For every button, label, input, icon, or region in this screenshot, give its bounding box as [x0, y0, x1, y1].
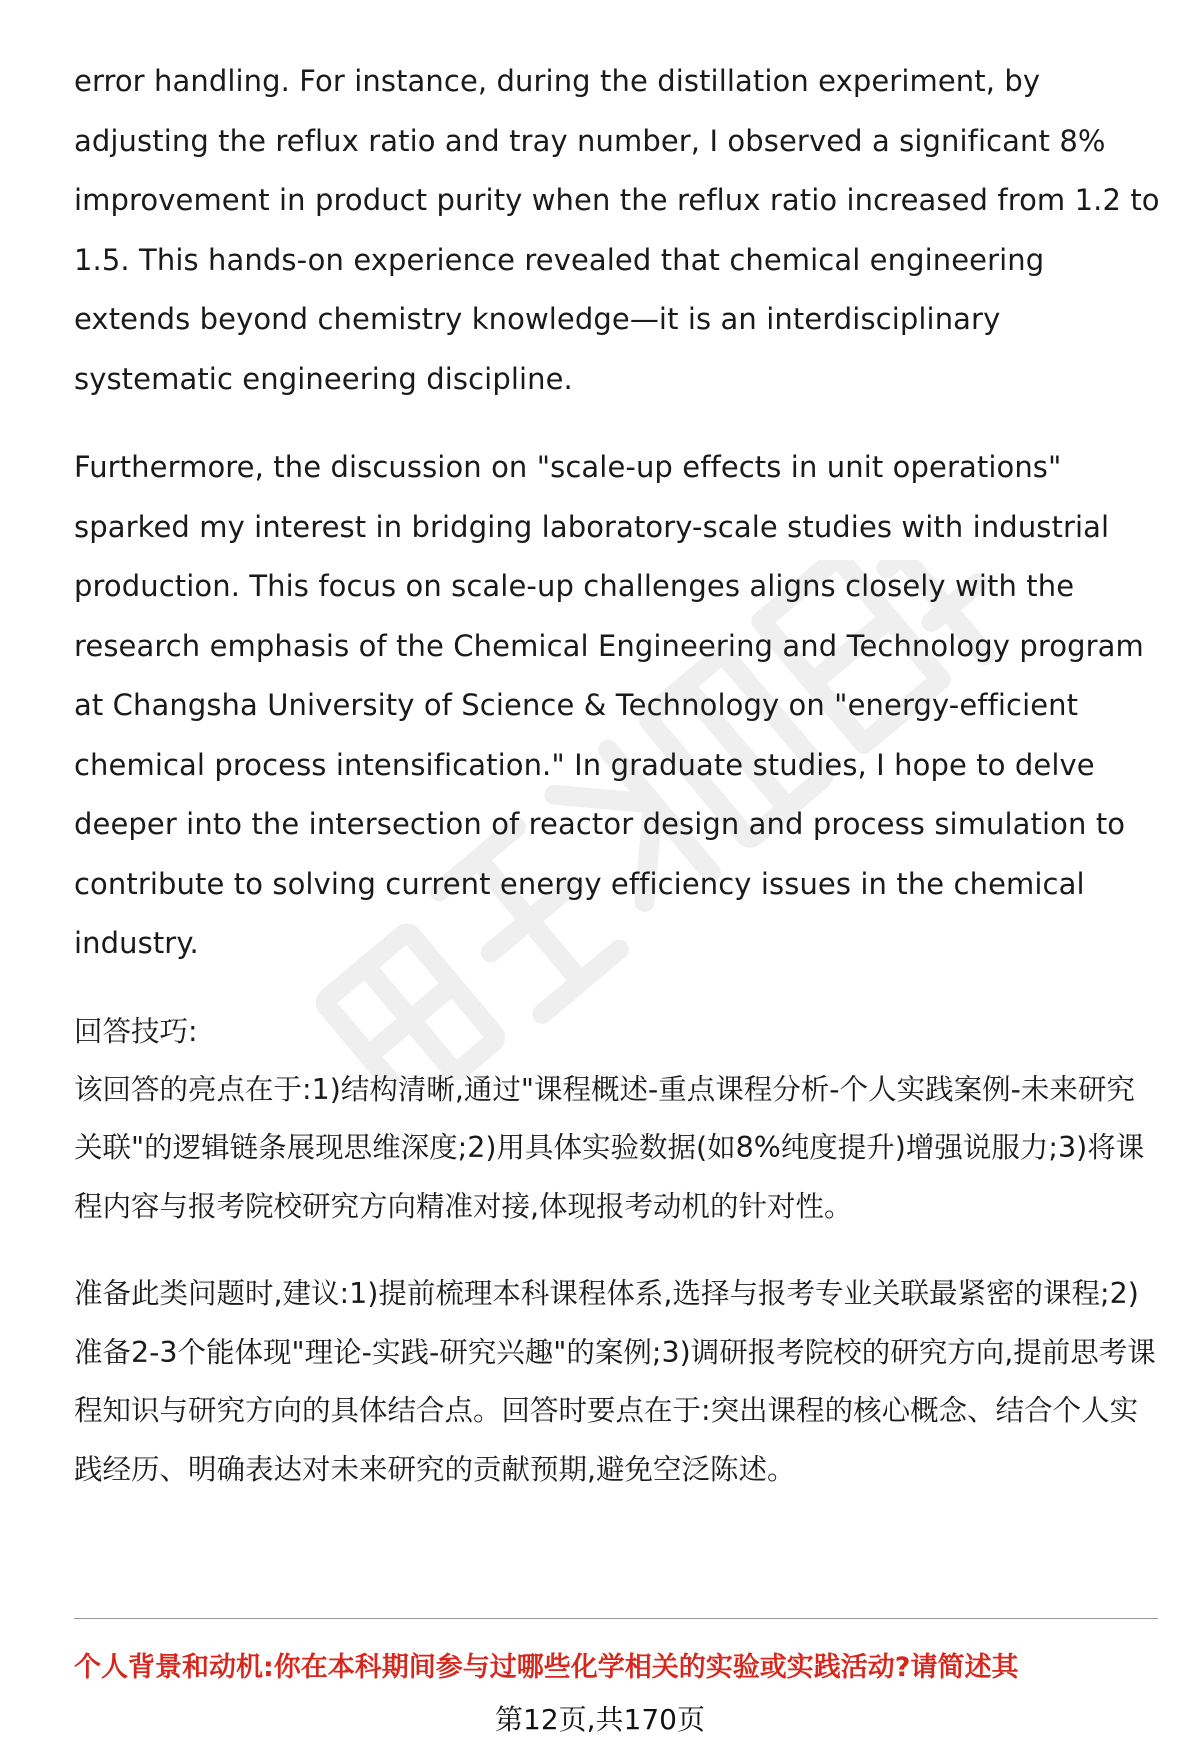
page-content	[74, 52, 1160, 1500]
tips-paragraph: 该回答的亮点在于:1)结构清晰,通过"课程概述-重点课程分析-个人实践案例-未来研究关联"的逻辑链条展现思维深度;2)用具体实验数据(如8%纯度提升)增强说服力;3)将课程内容与报考院校研究方向精准对接,体现报考动机的针对性。	[74, 1072, 1145, 1223]
tips-label: 回答技巧:	[74, 1014, 198, 1048]
section-divider	[74, 1618, 1158, 1619]
body-paragraph: Furthermore, the discussion on "scale-up effects in unit operations" sparked my interest in bridging laboratory-scale studies with industrial production. This focus on scale-up challenges aligns closely with the research emphasis of the Chemical Engineering and Technology program at Changsha University of Science & Technology on "energy-efficient chemical process intensification." In graduate studies, I hope to delve deeper into the intersection of reactor design and process simulation to contribute to solving current energy efficiency issues in the chemical industry.	[74, 450, 1144, 960]
body-paragraph: error handling. For instance, during the distillation experiment, by adjusting the reflux ratio and tray number, I observed a significant 8% improvement in product purity when the reflux ratio increased from 1.2 to 1.5. This hands-on experience revealed that chemical engineering extends beyond chemistry knowledge—it is an interdisciplinary systematic engineering discipline.	[74, 64, 1160, 396]
tips-paragraph: 准备此类问题时,建议:1)提前梳理本科课程体系,选择与报考专业关联最紧密的课程;2)准备2-3个能体现"理论-实践-研究兴趣"的案例;3)调研报考院校的研究方向,提前思考课程知识与研究方向的具体结合点。回答时要点在于:突出课程的核心概念、结合个人实践经历、明确表达对未来研究的贡献预期,避免空泛陈述。	[74, 1277, 1156, 1487]
page-indicator: 第12页,共170页	[495, 1703, 705, 1736]
next-question-heading: 个人背景和动机:你在本科期间参与过哪些化学相关的实验或实践活动?请简述其	[74, 1652, 1019, 1683]
